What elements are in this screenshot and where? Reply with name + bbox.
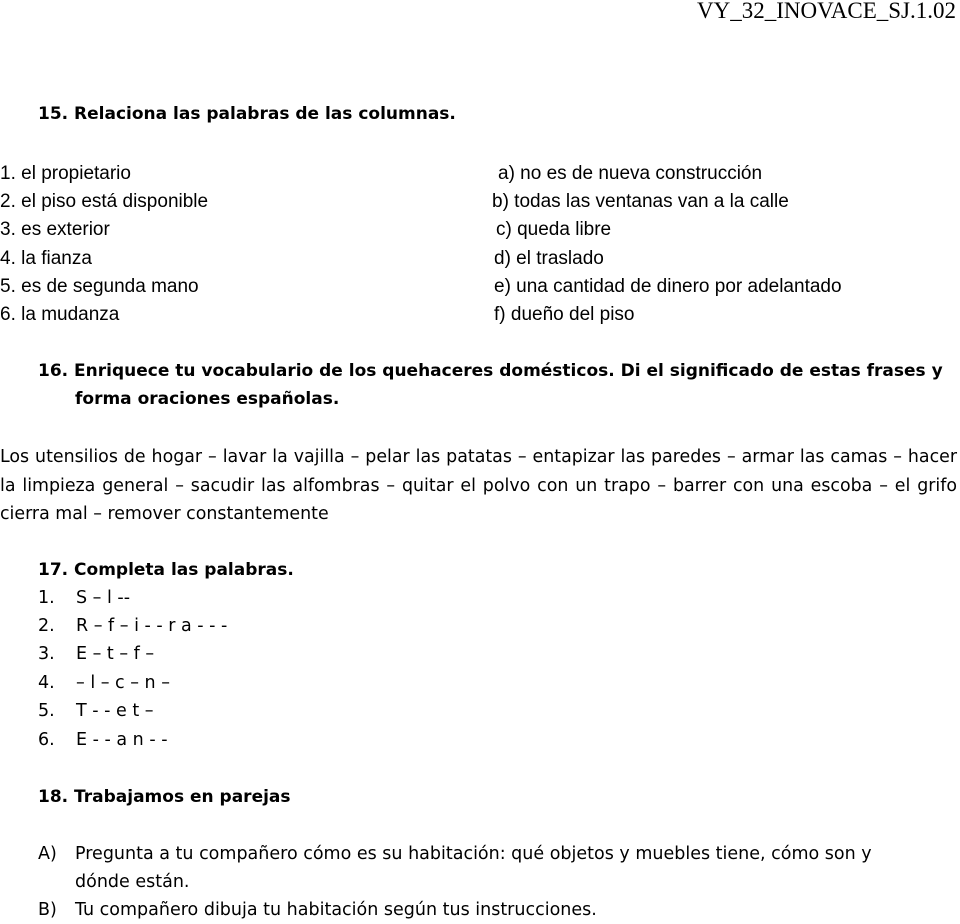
ex15-right-item: c) queda libre	[496, 219, 612, 240]
ex17-item-number: 5.	[38, 701, 55, 721]
ex17-item-number: 1.	[38, 588, 55, 608]
ex15-right-item: e) una cantidad de dinero por adelantado	[494, 276, 842, 297]
ex17-item	[38, 644, 154, 664]
ex15-left-item: 2. el piso está disponible	[0, 191, 209, 212]
exercise-16-title-cont: forma oraciones españolas.	[75, 389, 340, 409]
ex18-item-a-cont: dónde están.	[75, 872, 190, 892]
ex15-right-item: d) el traslado	[494, 248, 604, 269]
ex17-item-number: 4.	[38, 673, 55, 693]
ex15-right-item: f) dueño del piso	[494, 304, 635, 325]
document-code: VY_32_INOVACE_SJ.1.02	[697, 0, 956, 23]
ex17-item-text: S – l --	[76, 588, 131, 608]
ex15-left-item: 1. el propietario	[0, 163, 131, 184]
ex15-left-item: 6. la mudanza	[0, 304, 120, 325]
exercise-16-title: 16. Enriquece tu vocabulario de los quehaceres domésticos. Di el significado de estas frases y	[38, 361, 943, 381]
exercise-18-title: 18. Trabajamos en parejas	[38, 787, 291, 807]
exercise-16-phrases: Los utensilios de hogar – lavar la vajilla – pelar las patatas – entapizar las paredes – armar las camas – hacer la limpieza general – sacudir las alfombras – quitar el polvo con un trapo – barrer con una escoba – el grifo cierra mal – remover constantemente	[0, 447, 957, 524]
ex18-item-letter: A)	[38, 844, 57, 864]
exercise-15-title: 15. Relaciona las palabras de las columnas.	[38, 104, 456, 124]
ex17-item-number: 6.	[38, 730, 55, 750]
ex17-item	[38, 701, 154, 721]
ex15-right-item: b) todas las ventanas van a la calle	[492, 191, 789, 212]
ex17-item	[38, 588, 130, 608]
ex18-item-text: Pregunta a tu compañero cómo es su habitación: qué objetos y muebles tiene, cómo son y	[75, 844, 872, 864]
ex15-right-item: a) no es de nueva construcción	[498, 163, 763, 184]
ex17-item	[38, 673, 170, 693]
ex17-item	[38, 730, 168, 750]
ex17-item-text: T - - e t –	[76, 701, 154, 721]
exercise-17-title: 17. Completa las palabras.	[38, 560, 294, 580]
ex18-item-a	[0, 844, 960, 874]
ex15-left-item: 5. es de segunda mano	[0, 276, 199, 297]
ex17-item	[38, 616, 227, 636]
ex18-item-text: Tu compañero dibuja tu habitación según tus instrucciones.	[75, 900, 597, 920]
ex17-item-text: E - - a n - -	[76, 730, 168, 750]
ex17-item-number: 3.	[38, 644, 55, 664]
ex15-left-item: 4. la fianza	[0, 248, 92, 269]
ex18-item-letter: B)	[38, 900, 57, 920]
ex17-item-text: E – t – f –	[76, 644, 155, 664]
ex17-item-text: R – f – i - - r a - - -	[76, 616, 228, 636]
ex17-item-number: 2.	[38, 616, 55, 636]
ex15-left-item: 3. es exterior	[0, 219, 110, 240]
ex18-item-b	[0, 900, 960, 924]
ex17-item-text: – l – c – n –	[76, 673, 170, 693]
